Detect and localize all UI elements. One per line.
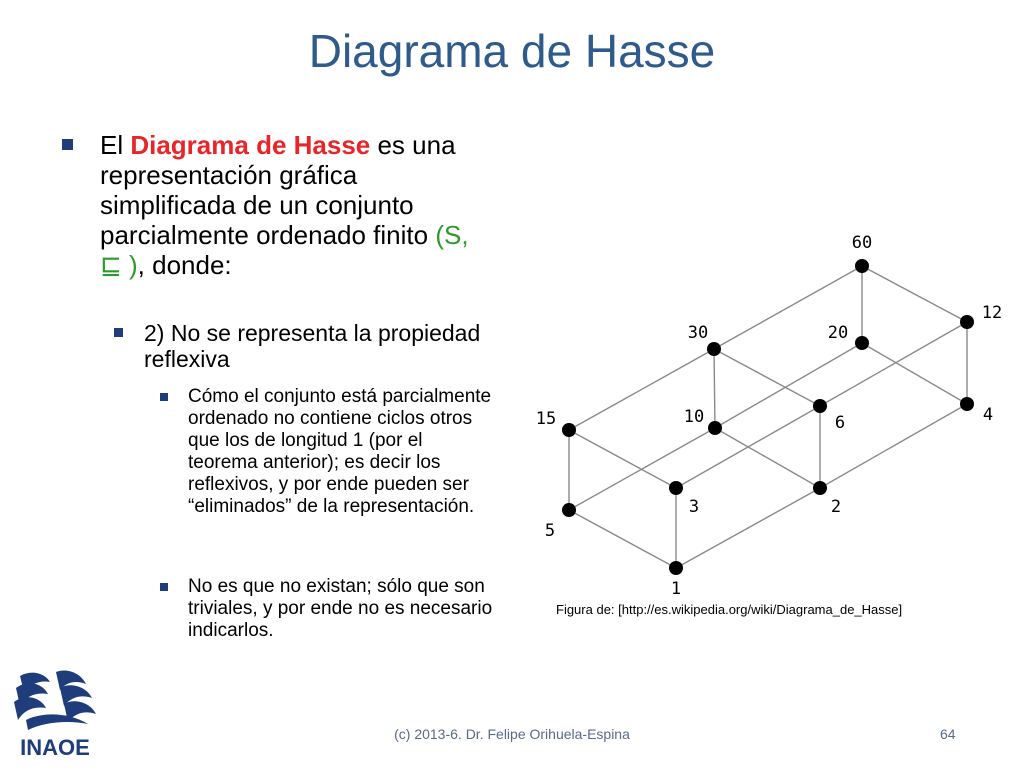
bullet1-pre: El [100, 130, 131, 160]
slide-title: Diagrama de Hasse [308, 25, 716, 77]
hasse-label-2: 2 [830, 497, 842, 517]
main-bullet-text [62, 130, 492, 280]
sub-sub-bullet-text: Cómo el conjunto está parcialmente ordenado no contiene ciclos otros que los de longitud 1 (por el teorema anterior); es decir los reflexivos, y por ende pueden ser “eliminados” de la representación. [188, 386, 492, 517]
sub-sub-bullet-1 [160, 386, 495, 518]
square-bullet-icon [62, 139, 73, 150]
hasse-node-12 [960, 315, 974, 329]
sub-bullet-body: ) No se representa la propiedad reflexiva [144, 320, 481, 372]
hasse-edge-12-60 [862, 266, 967, 322]
hasse-node-10 [708, 421, 722, 435]
hasse-node-3 [669, 481, 683, 495]
hasse-node-15 [562, 423, 576, 437]
page-number: 64 [940, 726, 956, 742]
bullet1-post: , donde: [137, 250, 232, 280]
hasse-highlight: Diagrama de Hasse [130, 130, 371, 160]
hasse-node-1 [669, 561, 683, 575]
hasse-label-20: 20 [827, 323, 849, 343]
set-notation: (S, ⊑ ) [100, 220, 469, 280]
footer-credit: (c) 2013-6. Dr. Felipe Orihuela-Espina [394, 726, 630, 742]
square-bullet-icon [160, 583, 168, 591]
hasse-edge-10-30 [714, 349, 715, 428]
hasse-diagram-svg [520, 222, 1020, 602]
inaoe-logo [6, 662, 104, 762]
sub-sub-bullet-2 [160, 576, 495, 642]
hasse-node-4 [960, 397, 974, 411]
hasse-diagram [520, 222, 1020, 602]
hasse-label-3: 3 [688, 497, 700, 517]
logo-wordmark: INAOE [20, 735, 90, 760]
hasse-label-30: 30 [687, 323, 709, 343]
hasse-node-5 [562, 503, 576, 517]
figure-caption: Figura de: [http://es.wikipedia.org/wiki/Diagrama_de_Hasse] [556, 602, 903, 617]
hasse-node-60 [855, 259, 869, 273]
hasse-label-4: 4 [982, 405, 994, 425]
hasse-node-20 [855, 336, 869, 350]
sub-sub-bullet-text: No es que no existan; sólo que son triviales, y por ende no es necesario indicarlos. [188, 576, 493, 641]
hasse-edge-1-5 [569, 510, 676, 568]
hasse-label-6: 6 [834, 413, 846, 433]
hasse-edge-2-10 [715, 428, 820, 488]
sub-bullet-reflexive [114, 320, 484, 372]
square-bullet-icon [160, 393, 168, 401]
main-bullet [62, 130, 492, 280]
hasse-label-1: 1 [670, 579, 682, 599]
hasse-node-2 [813, 481, 827, 495]
hasse-label-60: 60 [851, 233, 873, 253]
hasse-label-15: 15 [535, 409, 557, 429]
square-bullet-icon [114, 328, 123, 337]
sub-bullet-number: 2 [144, 320, 157, 346]
sub-bullet-text [114, 320, 484, 372]
hasse-node-6 [813, 399, 827, 413]
logo-emblem-icon [14, 671, 96, 731]
hasse-label-10: 10 [683, 407, 705, 427]
hasse-label-5: 5 [544, 521, 556, 541]
hasse-label-12: 12 [981, 303, 1003, 323]
bullet1-mid: es una representación gráfica simplificada de un conjunto parcialmente ordenado finito [100, 130, 456, 250]
hasse-node-30 [707, 342, 721, 356]
